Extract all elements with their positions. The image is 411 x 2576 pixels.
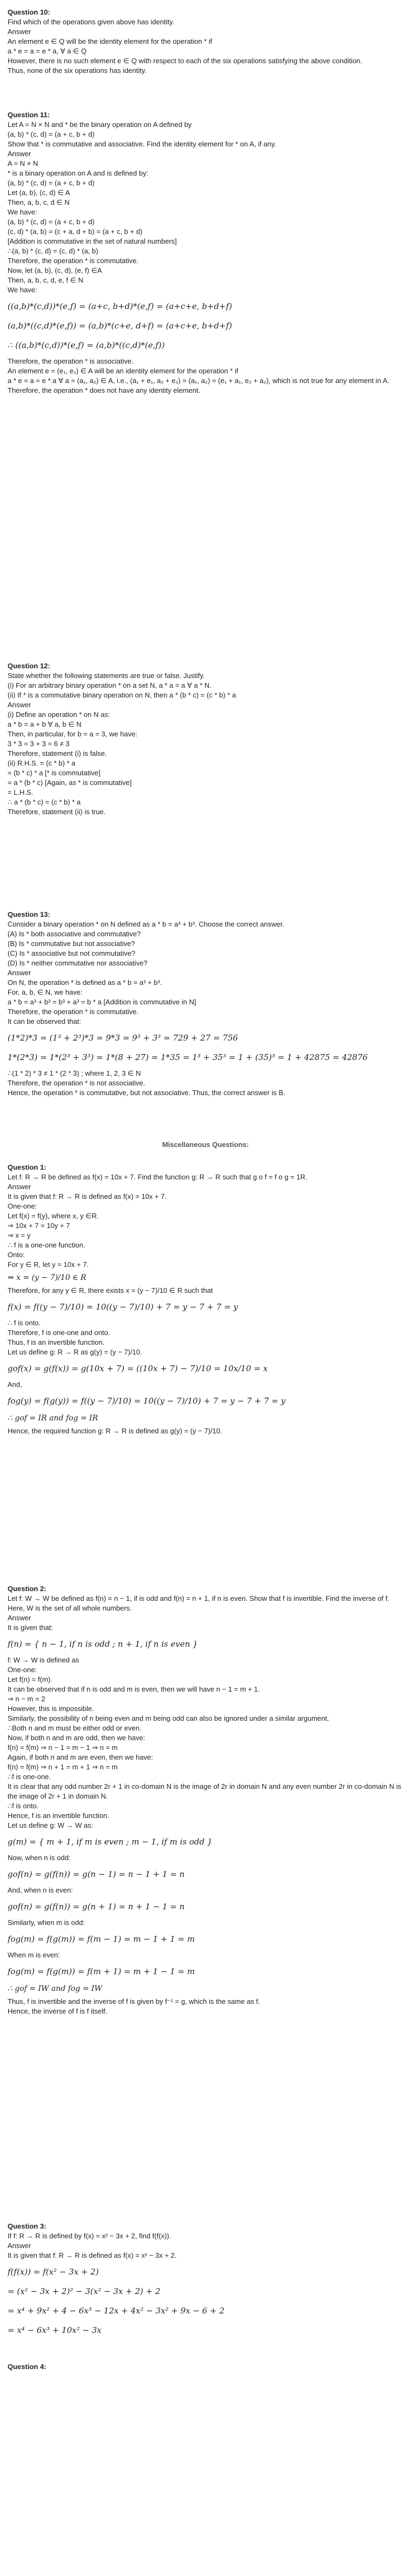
text-line: Thus, f is an invertible function. (8, 1338, 105, 1346)
text-line: f: W → W is defined as (8, 1656, 79, 1664)
text-line: Therefore, the operation * is commutative. (8, 257, 139, 265)
question-title: Question 10: (8, 8, 50, 16)
text-line: Let us define g: W → W as: (8, 1821, 94, 1829)
text-line: Let f(n) = f(m). (8, 1675, 52, 1683)
text-line: Let A = N × N and * be the binary operation on A defined by (8, 120, 192, 129)
answer-label: Answer (8, 969, 31, 977)
text-line: When m is even: (8, 1951, 60, 1959)
text-line: It is given that f: R → R is defined as f(x) = 10x + 7. (8, 1192, 167, 1200)
text-line: ⇒ x = y (8, 1231, 31, 1239)
text-line: a * e = a = e * a ∀ a = (a₁, a₂) ∈ A, i.e., (a₁ + e₁, a₂ + e₂) = (a₁, a₂) = (e₁ + a₁, e₂ + a₂), which is not true for any element in A. (8, 377, 389, 385)
text-line: An element e ∈ Q will be the identity element for the operation * if (8, 37, 213, 45)
math-line: gof(x) = g(f(x)) = g(10x + 7) = ((10x + 7) − 7)/10 = 10x/10 = x (8, 1364, 268, 1373)
text-line: Therefore, statement (i) is false. (8, 749, 107, 757)
text-line: = (b * c) * a [* is commutative] (8, 769, 101, 777)
answer-label: Answer (8, 150, 31, 158)
question-title: Question 4: (8, 2363, 47, 2371)
text-line: ∴Both n and m must be either odd or even. (8, 1724, 142, 1732)
text-line: It is given that f: R → R is defined as f(x) = x² − 3x + 2. (8, 2251, 177, 2259)
question-10 (8, 0, 403, 103)
text-line: One-one: (8, 1666, 37, 1674)
text-line: ∴ a * (b * c) = (c * b) * a (8, 798, 81, 806)
text-line: Now, if both n and m are odd, then we have: (8, 1734, 145, 1742)
text-line: Let us define g: R → R as g(y) = (y − 7)/10. (8, 1348, 142, 1356)
text-line: Therefore, f is one-one and onto. (8, 1329, 110, 1337)
math-line: = (x² − 3x + 2)² − 3(x² − 3x + 2) + 2 (8, 2286, 161, 2296)
question-title: Question 11: (8, 111, 50, 119)
math-line: ((a,b)*(c,d))*(e,f) = (a+c, b+d)*(e,f) = (a+c+e, b+d+f) (8, 301, 233, 311)
option-d: (D) Is * neither commutative nor associative? (8, 959, 148, 967)
math-line: ∴ gof = IW and fog = IW (8, 1984, 102, 1993)
text-line: Consider a binary operation * on N defined as a * b = a³ + b³. Choose the correct answer. (8, 920, 284, 928)
option-c: (C) Is * associative but not commutative? (8, 949, 136, 957)
question-title: Question 2: (8, 1585, 47, 1593)
text-line: However, this is impossible. (8, 1705, 94, 1713)
math-line: 1*(2*3) = 1*(2³ + 3³) = 1*(8 + 27) = 1*35 = 1³ + 35³ = 1 + (35)³ = 1 + 42875 = 42876 (8, 1052, 368, 1062)
text-line: = a * (b * c) [Again, as * is commutative] (8, 779, 132, 787)
text-line: (ii) R.H.S. = (c * b) * a (8, 759, 76, 767)
question-title: Question 3: (8, 2222, 47, 2230)
text-line: (c, d) * (a, b) = (c + a, d + b) = (a + c, b + d) (8, 227, 143, 236)
question-title: Question 13: (8, 910, 50, 918)
text-line: (i) Define an operation * on N as: (8, 710, 110, 719)
text-line: (a, b) * (c, d) = (a + c, b + d) (8, 130, 95, 138)
question-title: Question 1: (8, 1163, 47, 1171)
math-line: f(f(x)) = f(x² − 3x + 2) (8, 2267, 99, 2277)
math-line: (a,b)*((c,d)*(e,f)) = (a,b)*(c+e, d+f) = (a+c+e, b+d+f) (8, 321, 233, 331)
math-line: (1*2)*3 = (1³ + 2³)*3 = 9*3 = 9³ + 3³ = 729 + 27 = 756 (8, 1033, 238, 1043)
text-line: Then, a, b, c, d ∈ N (8, 198, 70, 206)
text-line: And, when n is even: (8, 1886, 73, 1894)
text-line: * is a binary operation on A and is defined by: (8, 169, 149, 177)
text-line: However, there is no such element e ∈ Q with respect to each of the six operations satisfying the above condition. (8, 57, 362, 65)
text-line: And, (8, 1380, 22, 1388)
text-line: For, a, b, ∈ N, we have: (8, 988, 83, 996)
answer-label: Answer (8, 28, 31, 36)
text-line: 3 * 3 = 3 + 3 = 6 ≠ 3 (8, 740, 70, 748)
text-line: [Addition is commutative in the set of natural numbers] (8, 237, 177, 245)
text-line: Then, a, b, c, d, e, f ∈ N (8, 276, 83, 284)
math-line: f(x) = f((y − 7)/10) = 10((y − 7)/10) + 7 = y − 7 + 7 = y (8, 1302, 238, 1312)
text-line: ⇒ n − m = 2 (8, 1695, 45, 1703)
math-line: fog(y) = f(g(y)) = f((y − 7)/10) = 10((y − 7)/10) + 7 = y − 7 + 7 = y (8, 1396, 286, 1406)
text-line: Similarly, when m is odd: (8, 1918, 85, 1927)
answer-label: Answer (8, 2242, 31, 2250)
text-line: Therefore, the operation * is not associative. (8, 1079, 145, 1087)
text-line: It can be observed that if n is odd and m is even, then we will have n − 1 = m + 1. (8, 1685, 260, 1693)
text-line: An element e = (e₁, e₂) ∈ A will be an identity element for the operation * if (8, 367, 238, 375)
text-line: One-one: (8, 1202, 37, 1210)
math-line: gof(n) = g(f(n)) = g(n + 1) = n + 1 − 1 = n (8, 1902, 185, 1911)
text-line: ∴f is onto. (8, 1802, 39, 1810)
text-line: Show that * is commutative and associative. Find the identity element for * on A, if any. (8, 140, 276, 148)
text-line: Let (a, b), (c, d) ∈ A (8, 189, 70, 197)
math-line: fog(m) = f(g(m)) = f(m − 1) = m − 1 + 1 = m (8, 1934, 195, 1944)
text-line: f(n) = f(m) ⇒ n − 1 = m − 1 ⇒ n = m (8, 1743, 118, 1752)
text-line: ∴ f is onto. (8, 1319, 41, 1327)
text-line: Therefore, statement (ii) is true. (8, 808, 106, 816)
text-line: Thus, f is invertible and the inverse of f is given by f⁻¹ = g, which is the same as f. (8, 1997, 260, 2005)
text-line: a * e = a = e * a, ∀ a ∈ Q (8, 47, 87, 55)
text-line: Find which of the operations given above has identity. (8, 18, 175, 26)
text-line: (a, b) * (c, d) = (a + c, b + d) (8, 218, 95, 226)
question-12 (8, 654, 403, 902)
answer-label: Answer (8, 1614, 31, 1622)
text-line: If f: R → R is defined by f(x) = x² − 3x + 2, find f(f(x)). (8, 2232, 171, 2240)
option-a: (A) Is * both associative and commutative? (8, 930, 141, 938)
text-line: Hence, f is an invertible function. (8, 1812, 109, 1820)
math-line: fog(m) = f(g(m)) = f(m + 1) = m + 1 − 1 = m (8, 1967, 195, 1976)
math-line: ⇒ x = (y − 7)/10 ∈ R (8, 1273, 87, 1282)
text-line: a * b = a + b ∀ a, b ∈ N (8, 720, 82, 728)
text-line: We have: (8, 208, 37, 216)
answer-label: Answer (8, 1183, 31, 1191)
text-line: = L.H.S. (8, 788, 34, 796)
section-heading: Miscellaneous Questions: (162, 1141, 249, 1149)
text-line: (ii) If * is a commutative binary operation on N, then a * (b * c) = (c * b) * a (8, 691, 236, 699)
misc-question-4 (8, 2354, 403, 2376)
text-line: Hence, the inverse of f is f itself. (8, 2007, 108, 2015)
text-line: Let f: W → W be defined as f(n) = n − 1, if is odd and f(n) = n + 1, if n is even. Show that f is invertible. Find the inverse of f. Here, W is the set of all whole numbers. (8, 1594, 392, 1612)
text-line: ∴ f is a one-one function. (8, 1241, 85, 1249)
text-line: For y ∈ R, let y = 10x + 7. (8, 1260, 89, 1269)
math-line: g(m) = { m + 1, if m is even ; m − 1, if m is odd } (8, 1837, 213, 1847)
question-11 (8, 103, 403, 654)
text-line: Let f: R → R be defined as f(x) = 10x + 7. Find the function g: R → R such that g o f = f o g = 1R. (8, 1173, 308, 1181)
text-line: (i) For an arbitrary binary operation * on a set N, a * a = a ∀ a * N. (8, 681, 212, 689)
text-line: (a, b) * (c, d) = (a + c, b + d) (8, 179, 95, 187)
text-line: Thus, none of the six operations has identity. (8, 66, 147, 75)
text-line: Then, in particular, for b = a = 3, we have: (8, 730, 137, 738)
text-line: Now, let (a, b), (c, d), (e, f) ∈A (8, 266, 102, 274)
math-line: ∴ gof = IR and fog = IR (8, 1414, 98, 1423)
text-line: ∴(a, b) * (c, d) = (c, d) * (a, b) (8, 247, 98, 255)
text-line: ∴(1 * 2) * 3 ≠ 1 * (2 * 3) ; where 1, 2, 3 ∈ N (8, 1069, 141, 1077)
text-line: Therefore, for any y ∈ R, there exists x = (y − 7)/10 ∈ R such that (8, 1286, 213, 1294)
misc-question-1 (8, 1155, 403, 1577)
text-line: ∴f is one-one. (8, 1773, 51, 1781)
math-line: = x⁴ − 6x³ + 10x² − 3x (8, 2325, 102, 2335)
math-line: f(n) = { n − 1, if n is odd ; n + 1, if n is even } (8, 1639, 198, 1649)
text-line: Hence, the operation * is commutative, but not associative. Thus, the correct answer is B. (8, 1089, 286, 1097)
text-line: A = N × N (8, 159, 38, 167)
text-line: Hence, the required function g: R → R is defined as g(y) = (y − 7)/10. (8, 1427, 222, 1435)
text-line: State whether the following statements are true or false. Justify. (8, 672, 205, 680)
text-line: Similarly, the possibility of n being even and m being odd can also be ignored under a similar argument. (8, 1714, 329, 1722)
text-line: We have: (8, 286, 37, 294)
question-title: Question 12: (8, 662, 50, 670)
text-line: f(n) = f(m) ⇒ n + 1 = m + 1 ⇒ n = m (8, 1763, 118, 1771)
text-line: Onto: (8, 1251, 25, 1259)
math-line: gof(n) = g(f(n)) = g(n − 1) = n − 1 + 1 = n (8, 1869, 185, 1879)
text-line: It is clear that any odd number 2r + 1 in co-domain N is the image of 2r in domain N and any even number 2r in co-domain N is the image of 2r + 1 in domain N. (8, 1782, 403, 1800)
text-line: Let f(x) = f(y), where x, y ∈R. (8, 1212, 99, 1220)
misc-question-3 (8, 2214, 403, 2354)
text-line: Therefore, the operation * is associative. (8, 357, 134, 365)
text-line: Therefore, the operation * is commutative. (8, 1008, 139, 1016)
math-line: = x⁴ + 9x² + 4 − 6x³ − 12x + 4x² − 3x² + 9x − 6 + 2 (8, 2306, 224, 2316)
question-13 (8, 902, 403, 1129)
answer-label: Answer (8, 701, 31, 709)
text-line: On N, the operation * is defined as a * b = a³ + b³. (8, 978, 162, 987)
text-line: a * b = a³ + b³ = b³ + a³ = b * a [Addition is commutative in N] (8, 998, 196, 1006)
math-line: ∴ ((a,b)*(c,d))*(e,f) = (a,b)*((c,d)*(e,f)) (8, 340, 165, 350)
text-line: It can be observed that: (8, 1017, 81, 1025)
text-line: Therefore, the operation * does not have any identity element. (8, 386, 201, 394)
text-line: Now, when n is odd: (8, 1854, 71, 1862)
text-line: It is given that: (8, 1624, 53, 1632)
option-b: (B) Is * commutative but not associative? (8, 940, 135, 948)
misc-question-2 (8, 1577, 403, 2214)
question-body (8, 17, 403, 76)
text-line: Again, if both n and m are even, then we have: (8, 1753, 153, 1761)
text-line: ⇒ 10x + 7 = 10y + 7 (8, 1222, 70, 1230)
